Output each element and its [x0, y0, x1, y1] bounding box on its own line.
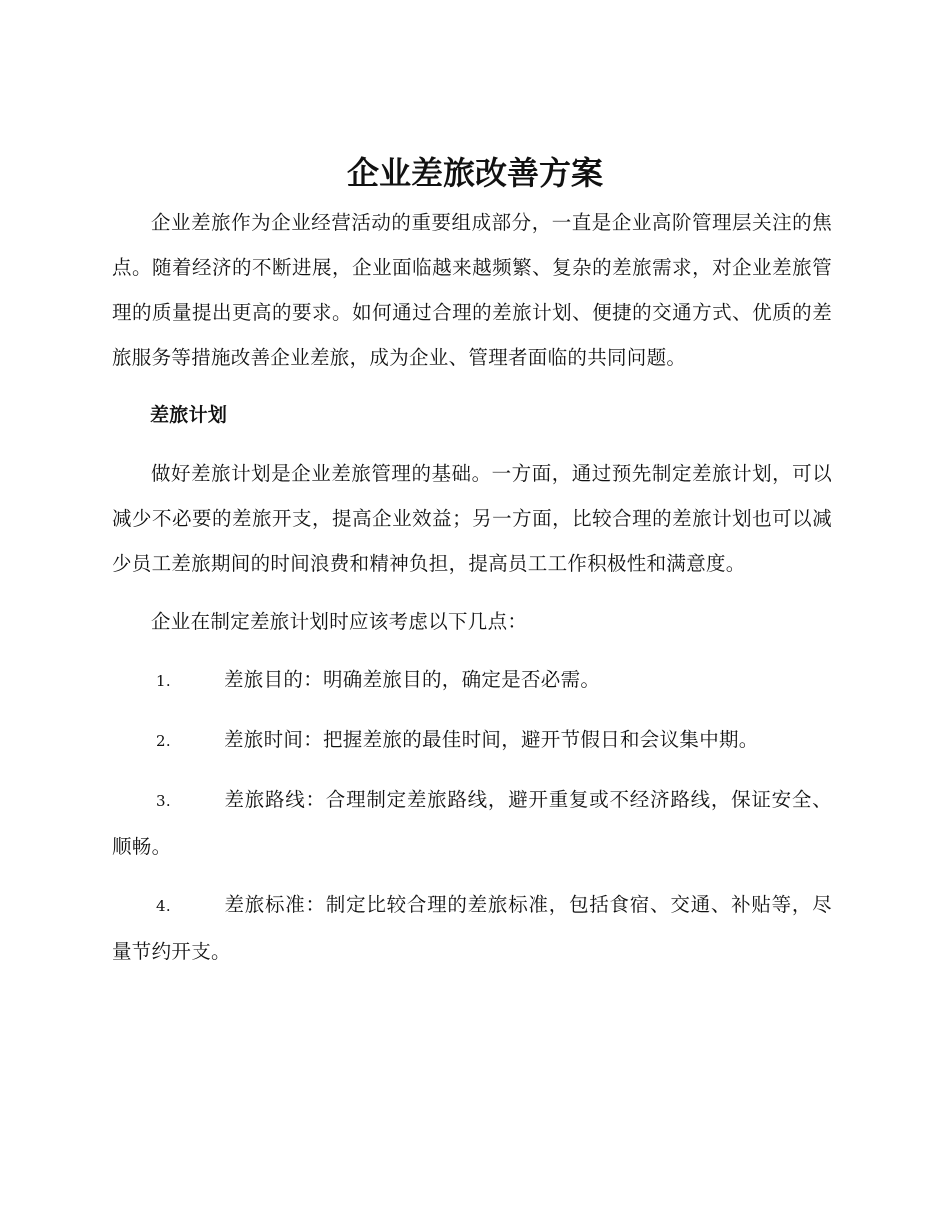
list-item-number: 2.	[156, 732, 171, 750]
document-body	[112, 200, 832, 974]
list-item	[112, 882, 832, 974]
list-item-text: 差旅目的：明确差旅目的，确定是否必需。	[224, 668, 601, 691]
list-item	[112, 777, 832, 869]
list-item	[112, 657, 832, 704]
list-intro: 企业在制定差旅计划时应该考虑以下几点：	[151, 610, 528, 633]
spacer	[112, 704, 832, 717]
document-title: 企业差旅改善方案	[346, 154, 603, 192]
spacer	[112, 764, 832, 777]
list-item	[112, 717, 832, 764]
section-heading: 差旅计划	[150, 404, 228, 426]
list-item-number: 1.	[156, 672, 171, 690]
list-item-number: 4.	[156, 897, 171, 915]
list-item-text: 差旅路线：合理制定差旅路线，避开重复或不经济路线，保证安全、顺畅。	[112, 788, 832, 858]
list-item-text: 差旅标准：制定比较合理的差旅标准，包括食宿、交通、补贴等，尽量节约开支。	[112, 893, 832, 963]
spacer	[112, 586, 832, 599]
list-item-number: 3.	[156, 792, 171, 810]
section-paragraph: 做好差旅计划是企业差旅管理的基础。一方面，通过预先制定差旅计划，可以减少不必要的差旅开支，提高企业效益；另一方面，比较合理的差旅计划也可以减少员工差旅期间的时间浪费和精神负担，提高员工工作积极性和满意度。	[112, 462, 832, 575]
spacer	[112, 869, 832, 882]
list-item-text: 差旅时间：把握差旅的最佳时间，避开节假日和会议集中期。	[224, 728, 759, 751]
intro-paragraph: 企业差旅作为企业经营活动的重要组成部分，一直是企业高阶管理层关注的焦点。随着经济的不断进展，企业面临越来越频繁、复杂的差旅需求，对企业差旅管理的质量提出更高的要求。如何通过合理的差旅计划、便捷的交通方式、优质的差旅服务等措施改善企业差旅，成为企业、管理者面临的共同问题。	[112, 211, 832, 369]
spacer	[112, 438, 832, 451]
spacer	[112, 380, 832, 393]
spacer	[112, 644, 832, 657]
